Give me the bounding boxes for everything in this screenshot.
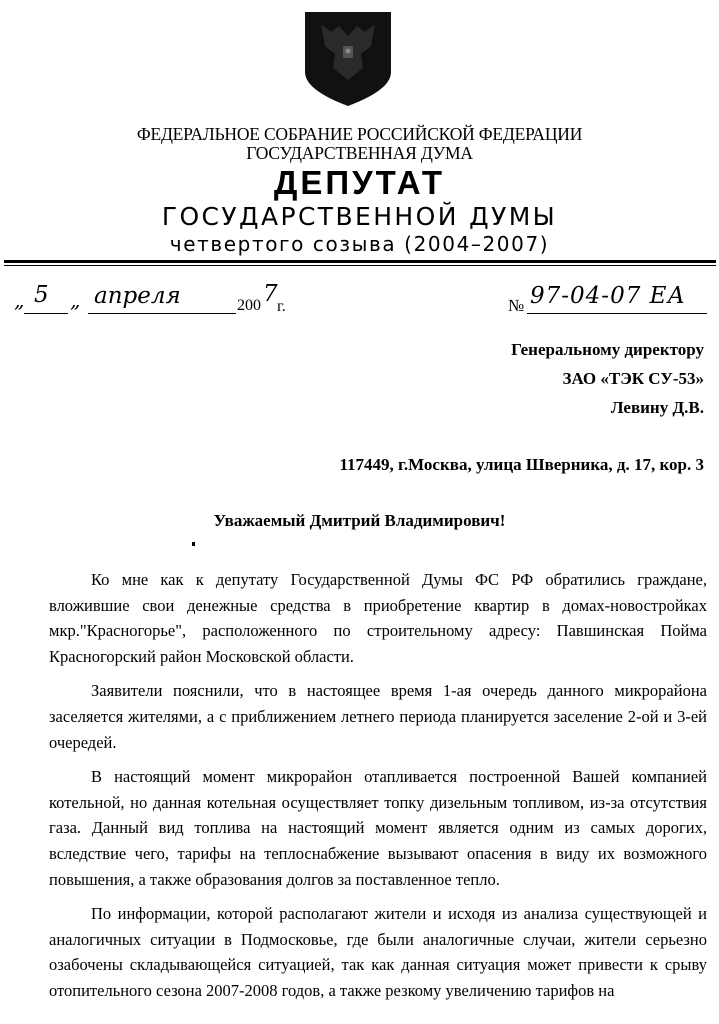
reference-underline <box>527 313 707 314</box>
letter-body <box>49 567 707 1013</box>
body-paragraph: Заявители пояснили, что в настоящее время 1-ая очередь данного микрорайона заселяется жителями, а с приближением летнего периода планируется заселение 2-ой и 3-ей очередей. <box>49 681 707 752</box>
addressee-name: Левину Д.В. <box>610 398 704 417</box>
date-close-quote: „ <box>70 288 81 312</box>
date-g: г. <box>277 298 286 315</box>
header-convocation: четвертого созыва (2004–2007) <box>169 232 550 256</box>
addressee-company: ЗАО «ТЭК СУ-53» <box>562 369 704 388</box>
body-paragraph: В настоящий момент микрорайон отапливается построенной Вашей компанией котельной, но данная котельная осуществляет топку дизельным топливом, из-за отсутствия газа. Данный вид топлива на настоящий момент является одним из самых дорогих, вследствие чего, тарифы на теплоснабжение вызывают опасения в виду их возможного повышения, а также образования долгов за поставленное тепло. <box>49 767 707 889</box>
reference-number-sign: № <box>508 296 525 315</box>
header-line-1: ФЕДЕРАЛЬНОЕ СОБРАНИЕ РОССИЙСКОЙ ФЕДЕРАЦИИ <box>136 124 583 144</box>
date-day: 5 <box>34 282 49 308</box>
header-line-2: ГОСУДАРСТВЕННАЯ ДУМА <box>246 143 473 163</box>
date-month: апреля <box>94 283 181 309</box>
date-month-underline <box>88 313 236 314</box>
date-year-suffix: 7 <box>263 281 278 307</box>
date-open-quote: „ <box>14 288 25 312</box>
header-rule-thick <box>4 260 716 263</box>
salutation: Уважаемый Дмитрий Владимирович! <box>213 511 506 530</box>
addressee-position: Генеральному директору <box>511 340 704 359</box>
header-rule-thin <box>4 265 716 266</box>
header-title: ДЕПУТАТ <box>273 164 446 201</box>
addressee-address: 117449, г.Москва, улица Шверника, д. 17, кор. 3 <box>339 455 704 474</box>
date-year-prefix: 200 <box>237 297 261 314</box>
body-paragraph: По информации, которой располагают жители и исходя из анализа существующей и аналогичных ситуации в Подмосковье, где были аналогичные случаи, жители серьезно озабочены складывающейся ситуацией, так как данная ситуация может привести к срыву отопительного сезона 2007-2008 годов, а также резкому увеличению тарифов на <box>49 904 707 1000</box>
reference-number: 97-04-07 ЕА <box>530 283 686 309</box>
date-day-underline <box>24 313 68 314</box>
coat-of-arms-emblem <box>301 10 395 108</box>
stray-mark <box>192 542 195 546</box>
header-subtitle: ГОСУДАРСТВЕННОЙ ДУМЫ <box>161 202 558 231</box>
body-paragraph: Ко мне как к депутату Государственной Думы ФС РФ обратились граждане, вложившие свои денежные средства в приобретение квартир в домах-новостройках мкр."Красногорье", расположенного по строительному адресу: Павшинская Пойма Красногорский район Московской области. <box>49 570 707 666</box>
